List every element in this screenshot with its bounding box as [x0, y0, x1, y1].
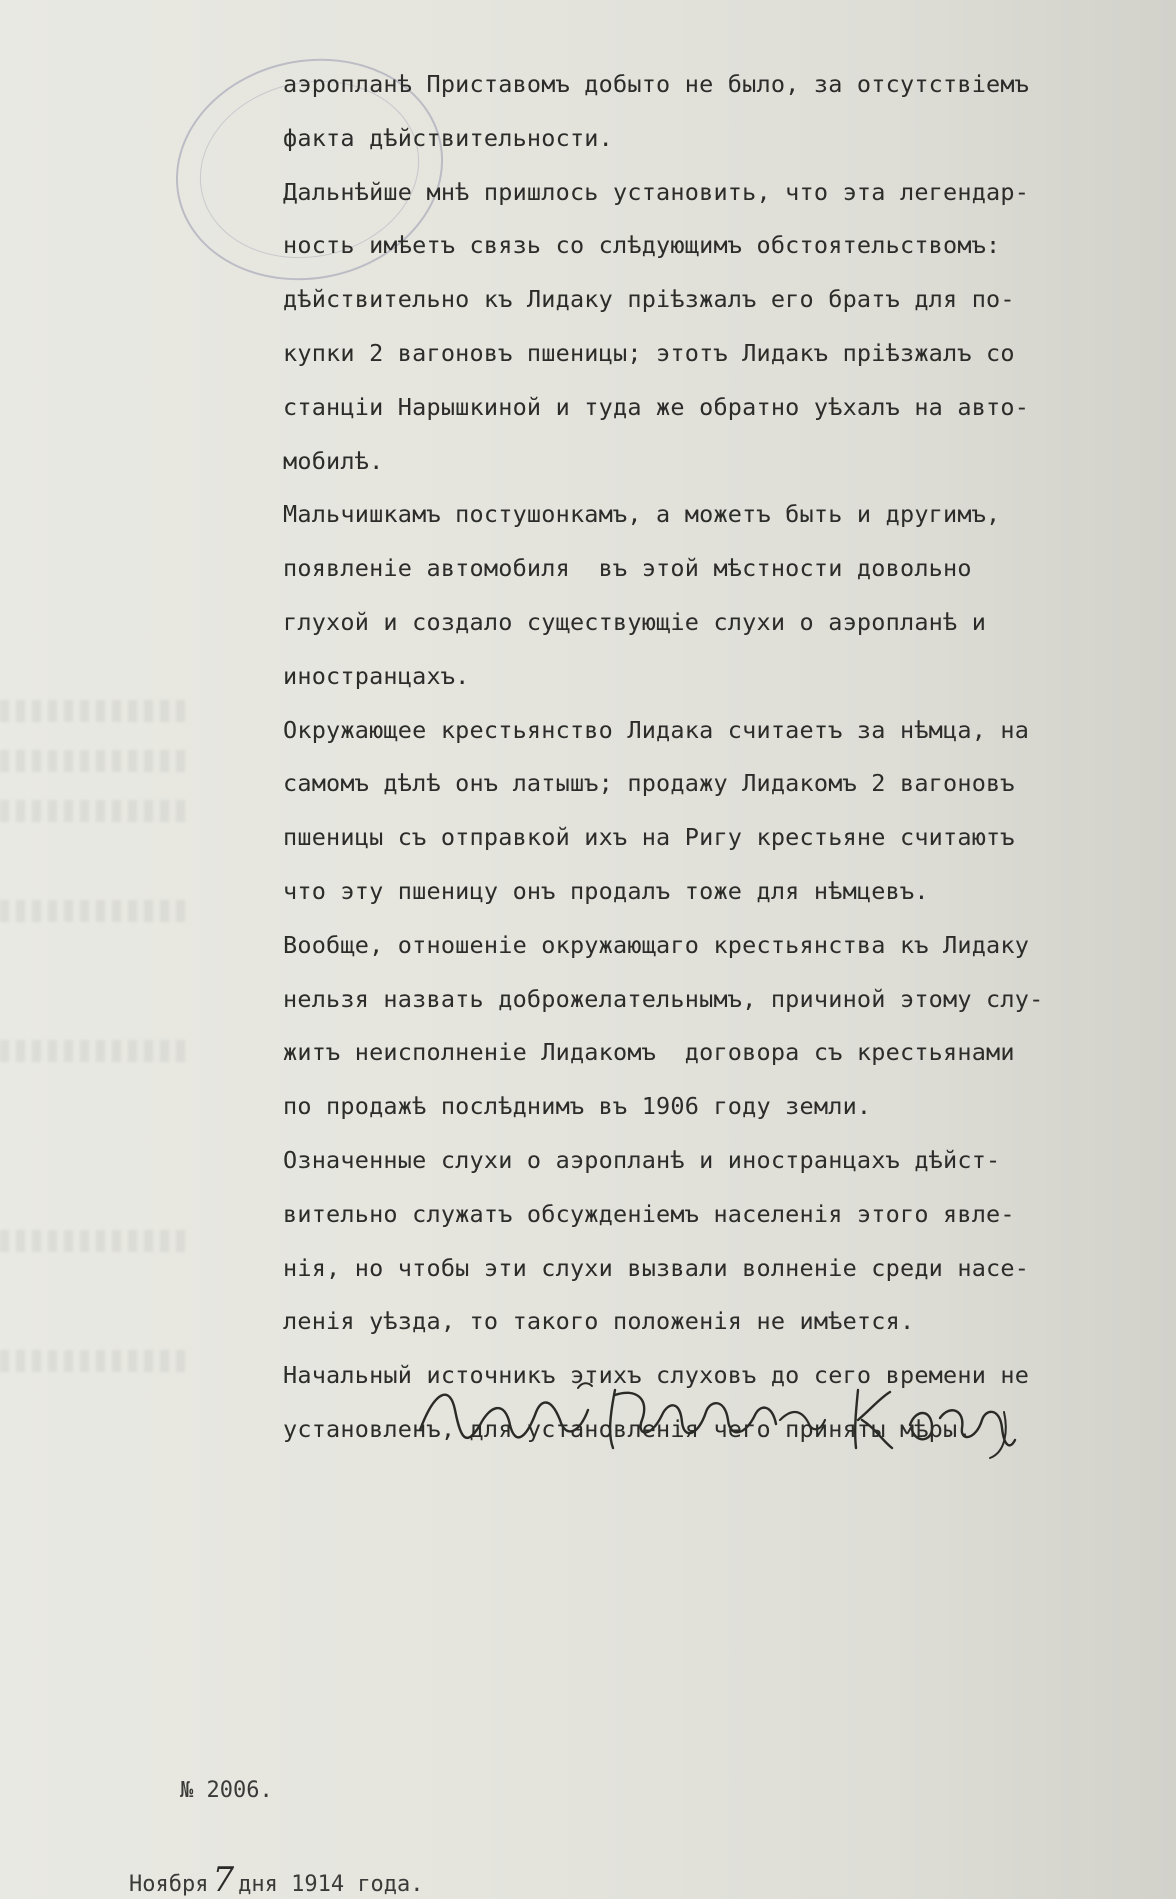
text-line: Дальнѣйше мнѣ пришлось установить, что эта легендар- [283, 177, 1030, 206]
text-line: ность имѣетъ связь со слѣдующимъ обстоятельствомъ: [283, 231, 1001, 260]
text-line: факта дѣйствительности. [283, 123, 614, 152]
text-line: иностранцахъ. [283, 661, 470, 690]
text-line: пшеницы съ отправкой ихъ на Ригу крестьяне считаютъ [283, 823, 1015, 852]
date-rest: дня 1914 года. [238, 1872, 424, 1897]
text-line: что эту пшеницу онъ продалъ тоже для нѣмцевъ. [283, 876, 929, 905]
text-line: Мальчишкамъ постушонкамъ, а можетъ быть и другимъ, [283, 500, 1001, 529]
letter-body [283, 58, 1163, 1457]
bleed-through-mark [0, 1040, 190, 1062]
text-line: установленъ, для установленія чего приняты мѣры. [283, 1414, 972, 1443]
text-line: появленіе автомобиля въ этой мѣстности довольно [283, 554, 972, 583]
bleed-through-mark [0, 750, 190, 772]
bleed-through-mark [0, 900, 190, 922]
text-line: аэропланѣ Приставомъ добыто не было, за отсутствіемъ [283, 70, 1030, 98]
text-line: глухой и создало существующіе слухи о аэропланѣ и [283, 607, 987, 636]
document-number: № 2006. [180, 1778, 273, 1803]
text-line: Означенные слухи о аэропланѣ и иностранцахъ дѣйст- [283, 1145, 1001, 1174]
text-line: мобилѣ. [283, 446, 384, 475]
text-line: купки 2 вагоновъ пшеницы; этотъ Лидакъ пріѣзжалъ со [283, 338, 1015, 367]
text-line: Начальный источникъ этихъ слуховъ до сего времени не [283, 1361, 1030, 1390]
bleed-through-mark [0, 1350, 190, 1372]
text-line: нія, но чтобы эти слухи вызвали волненіе среди насе- [283, 1253, 1030, 1282]
handwritten-signature [410, 1370, 1020, 1460]
text-line: дѣйствительно къ Лидаку пріѣзжалъ его братъ для по- [283, 285, 1015, 314]
bleed-through-mark [0, 1230, 190, 1252]
date-month: Ноября [128, 1872, 209, 1897]
text-line: житъ неисполненіе Лидакомъ договора съ крестьянами [283, 1038, 1015, 1067]
text-line: станціи Нарышкиной и туда же обратно уѣхалъ на авто- [283, 392, 1030, 421]
text-line: Окружающее крестьянство Лидака считаетъ за нѣмца, на [283, 715, 1030, 744]
text-line: вительно служатъ обсужденіемъ населенія этого явле- [283, 1199, 1015, 1228]
bleed-through-mark [0, 700, 190, 722]
text-line: нельзя назвать доброжелательнымъ, причиной этому слу- [283, 984, 1044, 1013]
text-line: самомъ дѣлѣ онъ латышъ; продажу Лидакомъ 2 вагоновъ [283, 769, 1015, 798]
bleed-through-mark [0, 800, 190, 822]
text-line: ленія уѣзда, то такого положенія не имѣется. [283, 1307, 915, 1336]
date-day-handwritten: 7 [212, 1860, 235, 1899]
document-date [76, 1835, 424, 1899]
text-line: по продажѣ послѣднимъ въ 1906 году земли. [283, 1092, 872, 1121]
text-line: Вообще, отношеніе окружающаго крестьянства къ Лидаку [283, 930, 1030, 959]
